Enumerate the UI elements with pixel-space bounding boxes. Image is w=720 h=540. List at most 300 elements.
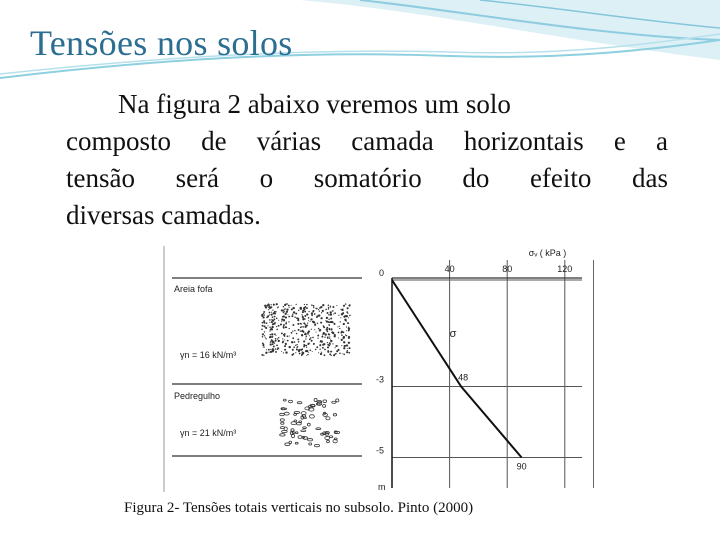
point-label-90: 90 [516,461,527,472]
sand-grain [330,318,332,320]
sand-grain [274,312,276,314]
sand-grain [348,352,350,354]
sand-grain [328,308,329,309]
sand-grain [326,327,328,329]
layer-gamma-areia: γn = 16 kN/m³ [180,350,237,360]
sand-grain [263,316,265,318]
sand-grain [304,323,306,325]
sand-grain [320,340,322,342]
sand-grain [318,328,320,330]
sand-grain [330,311,332,313]
sand-grain [327,346,329,348]
sand-grain [348,305,350,307]
sand-grain [297,323,299,325]
depth-tick-label: -3 [375,374,384,385]
sand-grain [266,322,268,324]
sand-grain [314,313,316,315]
sand-grain [306,355,307,356]
sand-grain [271,341,273,343]
sand-grain [266,304,268,306]
sand-grain [346,351,348,353]
sand-grain [303,331,305,333]
sand-grain [309,321,310,322]
sand-grain [299,353,301,355]
stress-tick-label: 80 [502,264,513,274]
sand-grain [287,335,289,337]
sand-grain [312,311,314,313]
sand-grain [275,348,277,350]
sand-grain [269,307,271,309]
sand-grain [339,353,341,355]
sand-grain [276,326,277,327]
sand-grain [296,333,297,334]
sand-grain [337,345,338,346]
sand-grain [326,317,328,319]
sand-grain [349,315,351,317]
sand-grain [264,325,266,327]
sand-grain [289,328,290,329]
sand-grain [276,303,278,305]
sand-grain [338,332,340,334]
sand-grain [264,331,265,332]
depth-unit-label: m [378,482,386,492]
sand-grain [310,337,312,339]
sand-grain [264,322,266,324]
sand-grain [285,303,286,304]
sand-grain [301,324,302,325]
sand-grain [300,327,302,329]
sand-grain [270,349,271,350]
sand-grain [293,353,295,355]
sand-grain [320,322,322,324]
sand-grain [347,307,349,309]
sand-grain [304,334,305,335]
sand-grain [332,310,334,312]
sand-grain [321,317,323,319]
sand-grain [300,349,302,351]
sand-grain [329,336,330,337]
sand-grain [315,323,316,324]
sand-grain [271,336,273,338]
sand-grain [267,325,268,326]
sand-grain [281,324,282,325]
sand-grain [330,328,332,330]
sand-grain [263,354,264,355]
sand-grain [302,353,303,354]
sand-grain [268,309,269,310]
sand-grain [346,326,347,327]
sand-grain [333,314,334,315]
sand-grain [278,320,279,321]
sand-grain [335,313,336,314]
body-paragraph [66,86,668,234]
sand-grain [306,313,308,315]
sand-grain [327,312,329,314]
sand-grain [318,314,320,316]
sand-grain [312,351,313,352]
sand-grain [298,341,300,343]
sand-grain [286,311,288,313]
sand-grain [328,324,330,326]
sand-grain [320,306,322,308]
sand-grain [286,303,288,305]
sand-grain [263,346,264,347]
sand-grain [324,337,325,338]
sand-grain [348,317,349,318]
sand-grain [303,307,305,309]
sand-grain [330,351,331,352]
soil-stress-figure [162,244,594,494]
sand-grain [344,345,346,347]
sand-grain [273,346,275,348]
sand-grain [313,305,315,307]
sand-grain [320,353,322,355]
sand-grain [281,309,283,311]
sand-grain [294,317,295,318]
sand-grain [300,307,302,309]
sand-grain [291,305,292,306]
sand-grain [325,320,326,321]
sand-grain [262,344,264,346]
sand-grain [272,309,273,310]
sand-grain [293,311,295,313]
sand-grain [311,312,313,314]
sand-grain [306,324,308,326]
sand-grain [348,342,350,344]
sand-grain [297,346,299,348]
sand-grain [345,303,346,304]
sand-grain [278,337,279,338]
sand-grain [293,346,295,348]
figure-caption: Figura 2- Tensões totais verticais no subsolo. Pinto (2000) [124,500,474,516]
sand-grain [346,335,347,336]
sand-grain [284,345,286,347]
sand-grain [281,351,282,352]
sand-grain [288,314,289,315]
depth-tick-label: 0 [378,268,384,278]
sand-grain [336,305,337,306]
sand-grain [327,342,328,343]
sand-grain [275,340,277,342]
sand-grain [327,331,329,333]
sand-grain [302,318,304,320]
sand-grain [296,348,298,350]
sand-grain [299,350,300,351]
sand-grain [271,333,273,335]
sand-grain [304,315,306,317]
sand-grain [306,304,307,305]
sand-grain [270,334,271,335]
sand-grain [276,345,278,347]
sand-grain [317,335,319,337]
sand-grain [316,346,318,348]
sand-grain [273,304,275,306]
sand-grain [319,344,321,346]
sand-grain [313,322,315,324]
sand-grain [346,344,348,346]
slide-title: Tensões nos solos [30,23,293,63]
sand-grain [278,340,280,342]
sand-grain [330,344,331,345]
sand-grain [333,354,335,356]
sand-grain [272,326,273,327]
sand-grain [328,319,329,320]
sand-grain [287,340,289,342]
sand-grain [348,327,349,328]
sand-grain [341,345,342,346]
sand-grain [261,354,263,356]
sand-grain [307,334,308,335]
sand-grain [322,334,323,335]
sand-grain [277,348,279,350]
sand-grain [304,319,305,320]
sand-grain [332,306,334,308]
sand-grain [324,349,326,351]
sand-grain [311,319,312,320]
sand-grain [304,311,306,313]
sand-grain [348,329,350,331]
sand-grain [313,307,314,308]
stress-tick-label: 120 [557,264,573,274]
sand-grain [346,330,347,331]
sand-grain [276,317,278,319]
sand-grain [309,349,311,351]
sand-grain [262,336,263,337]
sand-grain [276,329,278,331]
sand-grain [296,317,298,319]
sand-grain [285,351,287,353]
sand-grain [292,313,293,314]
sand-grain [292,349,294,351]
sand-grain [296,344,297,345]
sand-grain [312,337,314,339]
sand-grain [306,307,308,309]
sand-grain [338,349,340,351]
sand-grain [271,312,272,313]
sand-grain [285,343,287,345]
sand-grain [285,316,287,318]
sand-grain [291,332,293,334]
sand-grain [341,334,343,336]
sand-grain [295,352,296,353]
paragraph-line-4: diversas camadas. [66,200,261,230]
sand-grain [285,313,287,315]
sand-grain [330,321,332,323]
layer-gamma-pedregulho: γn = 21 kN/m³ [180,428,237,438]
sand-grain [294,330,295,331]
depth-tick-label: -5 [375,445,384,456]
sand-grain [322,310,324,312]
sand-grain [266,349,267,350]
sand-grain [273,318,275,320]
sand-grain [268,349,270,351]
sand-grain [340,321,341,322]
sand-grain [269,312,271,314]
sand-grain [345,334,346,335]
sand-grain [342,337,344,339]
sand-grain [335,345,337,347]
layer-name-pedregulho: Pedregulho [174,391,221,401]
sand-grain [298,310,299,311]
sand-grain [321,312,322,313]
sand-grain [301,314,302,315]
sand-grain [329,334,330,335]
sand-grain [292,330,293,331]
sand-grain [325,309,327,311]
sand-grain [319,349,320,350]
sand-grain [308,311,309,312]
sand-grain [272,316,274,318]
sand-grain [267,316,269,318]
sand-grain [339,328,340,329]
sand-grain [308,352,309,353]
sand-grain [286,308,288,310]
sand-grain [342,353,343,354]
sand-grain [268,352,269,353]
sand-grain [306,335,307,336]
sand-grain [262,333,264,335]
sand-grain [321,336,323,338]
sand-grain [269,322,270,323]
sand-grain [274,322,275,323]
sand-grain [289,307,290,308]
sand-grain [342,309,344,311]
sand-grain [328,314,329,315]
sand-grain [265,352,267,354]
sand-grain [327,350,329,352]
sand-grain [307,343,309,345]
sand-grain [331,355,332,356]
sand-grain [270,343,272,345]
sand-grain [347,350,348,351]
sand-grain [291,341,293,343]
sand-grain [317,337,318,338]
sand-grain [295,345,296,346]
sand-grain [275,351,277,353]
sand-grain [278,306,279,307]
sand-grain [307,322,308,323]
sand-grain [288,305,290,307]
sand-grain [319,310,320,311]
sand-grain [288,316,290,318]
paragraph-line-3: tensão será o somatório do efeito das [66,163,668,193]
sand-grain [338,337,339,338]
sand-grain [274,333,276,335]
sand-grain [292,337,294,339]
sand-grain [311,340,313,342]
sand-grain [270,351,272,353]
sand-grain [288,321,289,322]
sand-grain [271,314,273,316]
sand-grain [323,333,325,335]
sand-grain [302,311,304,313]
sand-grain [269,319,271,321]
sand-grain [297,338,299,340]
sand-grain [293,308,295,310]
sand-grain [283,306,285,308]
sand-grain [311,304,313,306]
sand-grain [281,332,283,334]
sand-grain [272,351,274,353]
sand-grain [274,342,275,343]
sand-grain [343,347,345,349]
sand-grain [313,343,314,344]
sand-grain [319,329,321,331]
sand-grain [325,333,327,335]
sand-grain [264,335,265,336]
sand-grain [283,311,285,313]
sand-grain [271,319,272,320]
sand-grain [263,311,265,313]
sand-grain [317,323,318,324]
sand-grain [308,317,310,319]
sand-grain [330,306,331,307]
sand-grain [291,308,293,310]
sand-grain [344,315,346,317]
sand-grain [344,319,346,321]
sand-grain [283,319,285,321]
sand-grain [311,329,312,330]
sand-grain [337,326,338,327]
sand-grain [316,332,317,333]
sand-grain [278,325,279,326]
sand-grain [283,327,285,329]
sand-grain [315,308,316,309]
sand-grain [296,304,297,305]
sand-grain [346,311,348,313]
sand-grain [271,329,273,331]
sand-grain [348,347,350,349]
sand-grain [332,343,333,344]
sand-grain [328,305,329,306]
sand-grain [303,344,304,345]
sand-grain [341,339,343,341]
sand-grain [328,307,330,309]
sand-grain [322,347,324,349]
sand-grain [282,316,284,318]
sand-grain [289,346,291,348]
sand-grain [348,337,350,339]
sand-grain [306,350,308,352]
sand-grain [284,349,286,351]
sand-grain [282,341,284,343]
sand-grain [327,337,329,339]
sand-grain [292,324,294,326]
paragraph-line-1: Na figura 2 abaixo veremos um solo [118,89,511,119]
sand-grain [285,323,287,325]
sand-grain [343,341,345,343]
sand-grain [301,334,303,336]
sand-grain [295,313,297,315]
sand-grain [269,330,270,331]
sand-grain [330,354,331,355]
sand-grain [305,338,306,339]
point-label-48: 48 [458,372,469,383]
sand-grain [269,314,270,315]
sand-grain [344,354,346,356]
paragraph-line-2: composto de várias camada horizontais e a [66,126,668,156]
sand-grain [261,328,263,330]
sand-grain [300,330,302,332]
sand-grain [264,314,265,315]
sand-grain [340,317,341,318]
sand-grain [272,343,274,345]
sand-grain [309,338,311,340]
sand-grain [328,328,330,330]
layer-name-areia: Areia fofa [174,284,213,294]
sand-grain [309,335,310,336]
sand-grain [322,344,324,346]
